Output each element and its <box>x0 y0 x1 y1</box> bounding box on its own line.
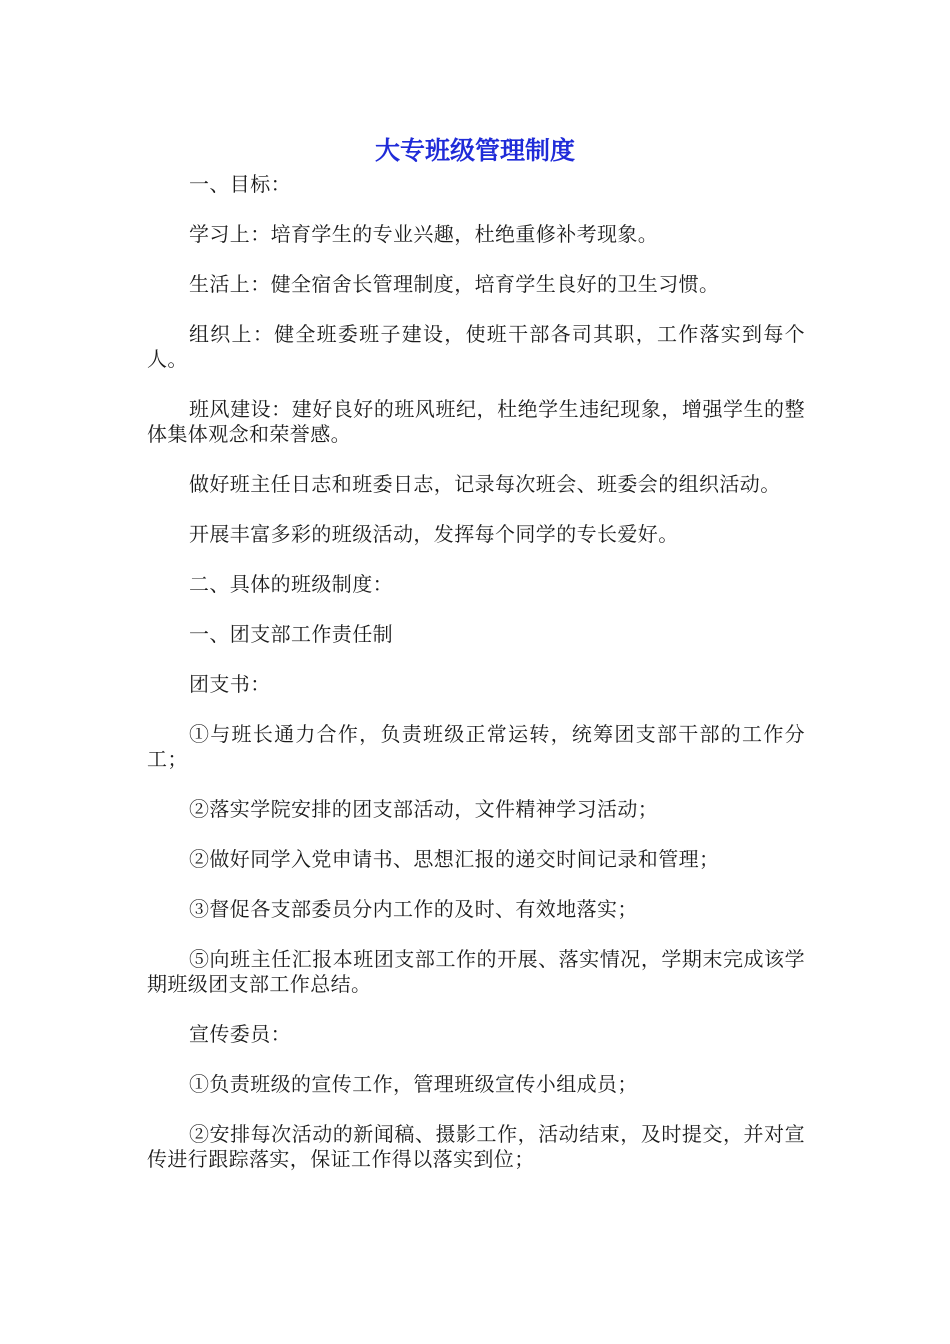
paragraph: 学习上：培育学生的专业兴趣，杜绝重修补考现象。 <box>189 222 659 246</box>
paragraph: ②落实学院安排的团支部活动，文件精神学习活动； <box>189 797 659 821</box>
document-title: 大专班级管理制度 <box>374 136 575 165</box>
paragraph: ①负责班级的宣传工作，管理班级宣传小组成员； <box>189 1072 638 1096</box>
paragraph: 宣传委员： <box>189 1022 291 1046</box>
paragraph: 一、目标： <box>189 172 291 196</box>
paragraph: 二、具体的班级制度： <box>189 572 393 596</box>
paragraph: 一、团支部工作责任制 <box>189 622 393 646</box>
paragraph: ②安排每次活动的新闻稿、摄影工作，活动结束，及时提交，并对宣传进行跟踪落实，保证工作得以落实到位； <box>147 1122 805 1171</box>
paragraph: ②做好同学入党申请书、思想汇报的递交时间记录和管理； <box>189 847 720 871</box>
paragraph: 班风建设：建好良好的班风班纪，杜绝学生违纪现象，增强学生的整体集体观念和荣誉感。 <box>147 397 805 446</box>
paragraph: ⑤向班主任汇报本班团支部工作的开展、落实情况，学期末完成该学期班级团支部工作总结。 <box>147 947 805 996</box>
document-body <box>147 172 805 1197</box>
paragraph: 做好班主任日志和班委日志，记录每次班会、班委会的组织活动。 <box>189 472 781 496</box>
paragraph: 组织上：健全班委班子建设，使班干部各司其职，工作落实到每个人。 <box>147 322 805 371</box>
paragraph: 生活上：健全宿舍长管理制度，培育学生良好的卫生习惯。 <box>189 272 720 296</box>
paragraph: ①与班长通力合作，负责班级正常运转，统筹团支部干部的工作分工； <box>147 722 805 771</box>
paragraph: 团支书： <box>189 672 271 696</box>
paragraph: ③督促各支部委员分内工作的及时、有效地落实； <box>189 897 638 921</box>
paragraph: 开展丰富多彩的班级活动，发挥每个同学的专长爱好。 <box>189 522 679 546</box>
